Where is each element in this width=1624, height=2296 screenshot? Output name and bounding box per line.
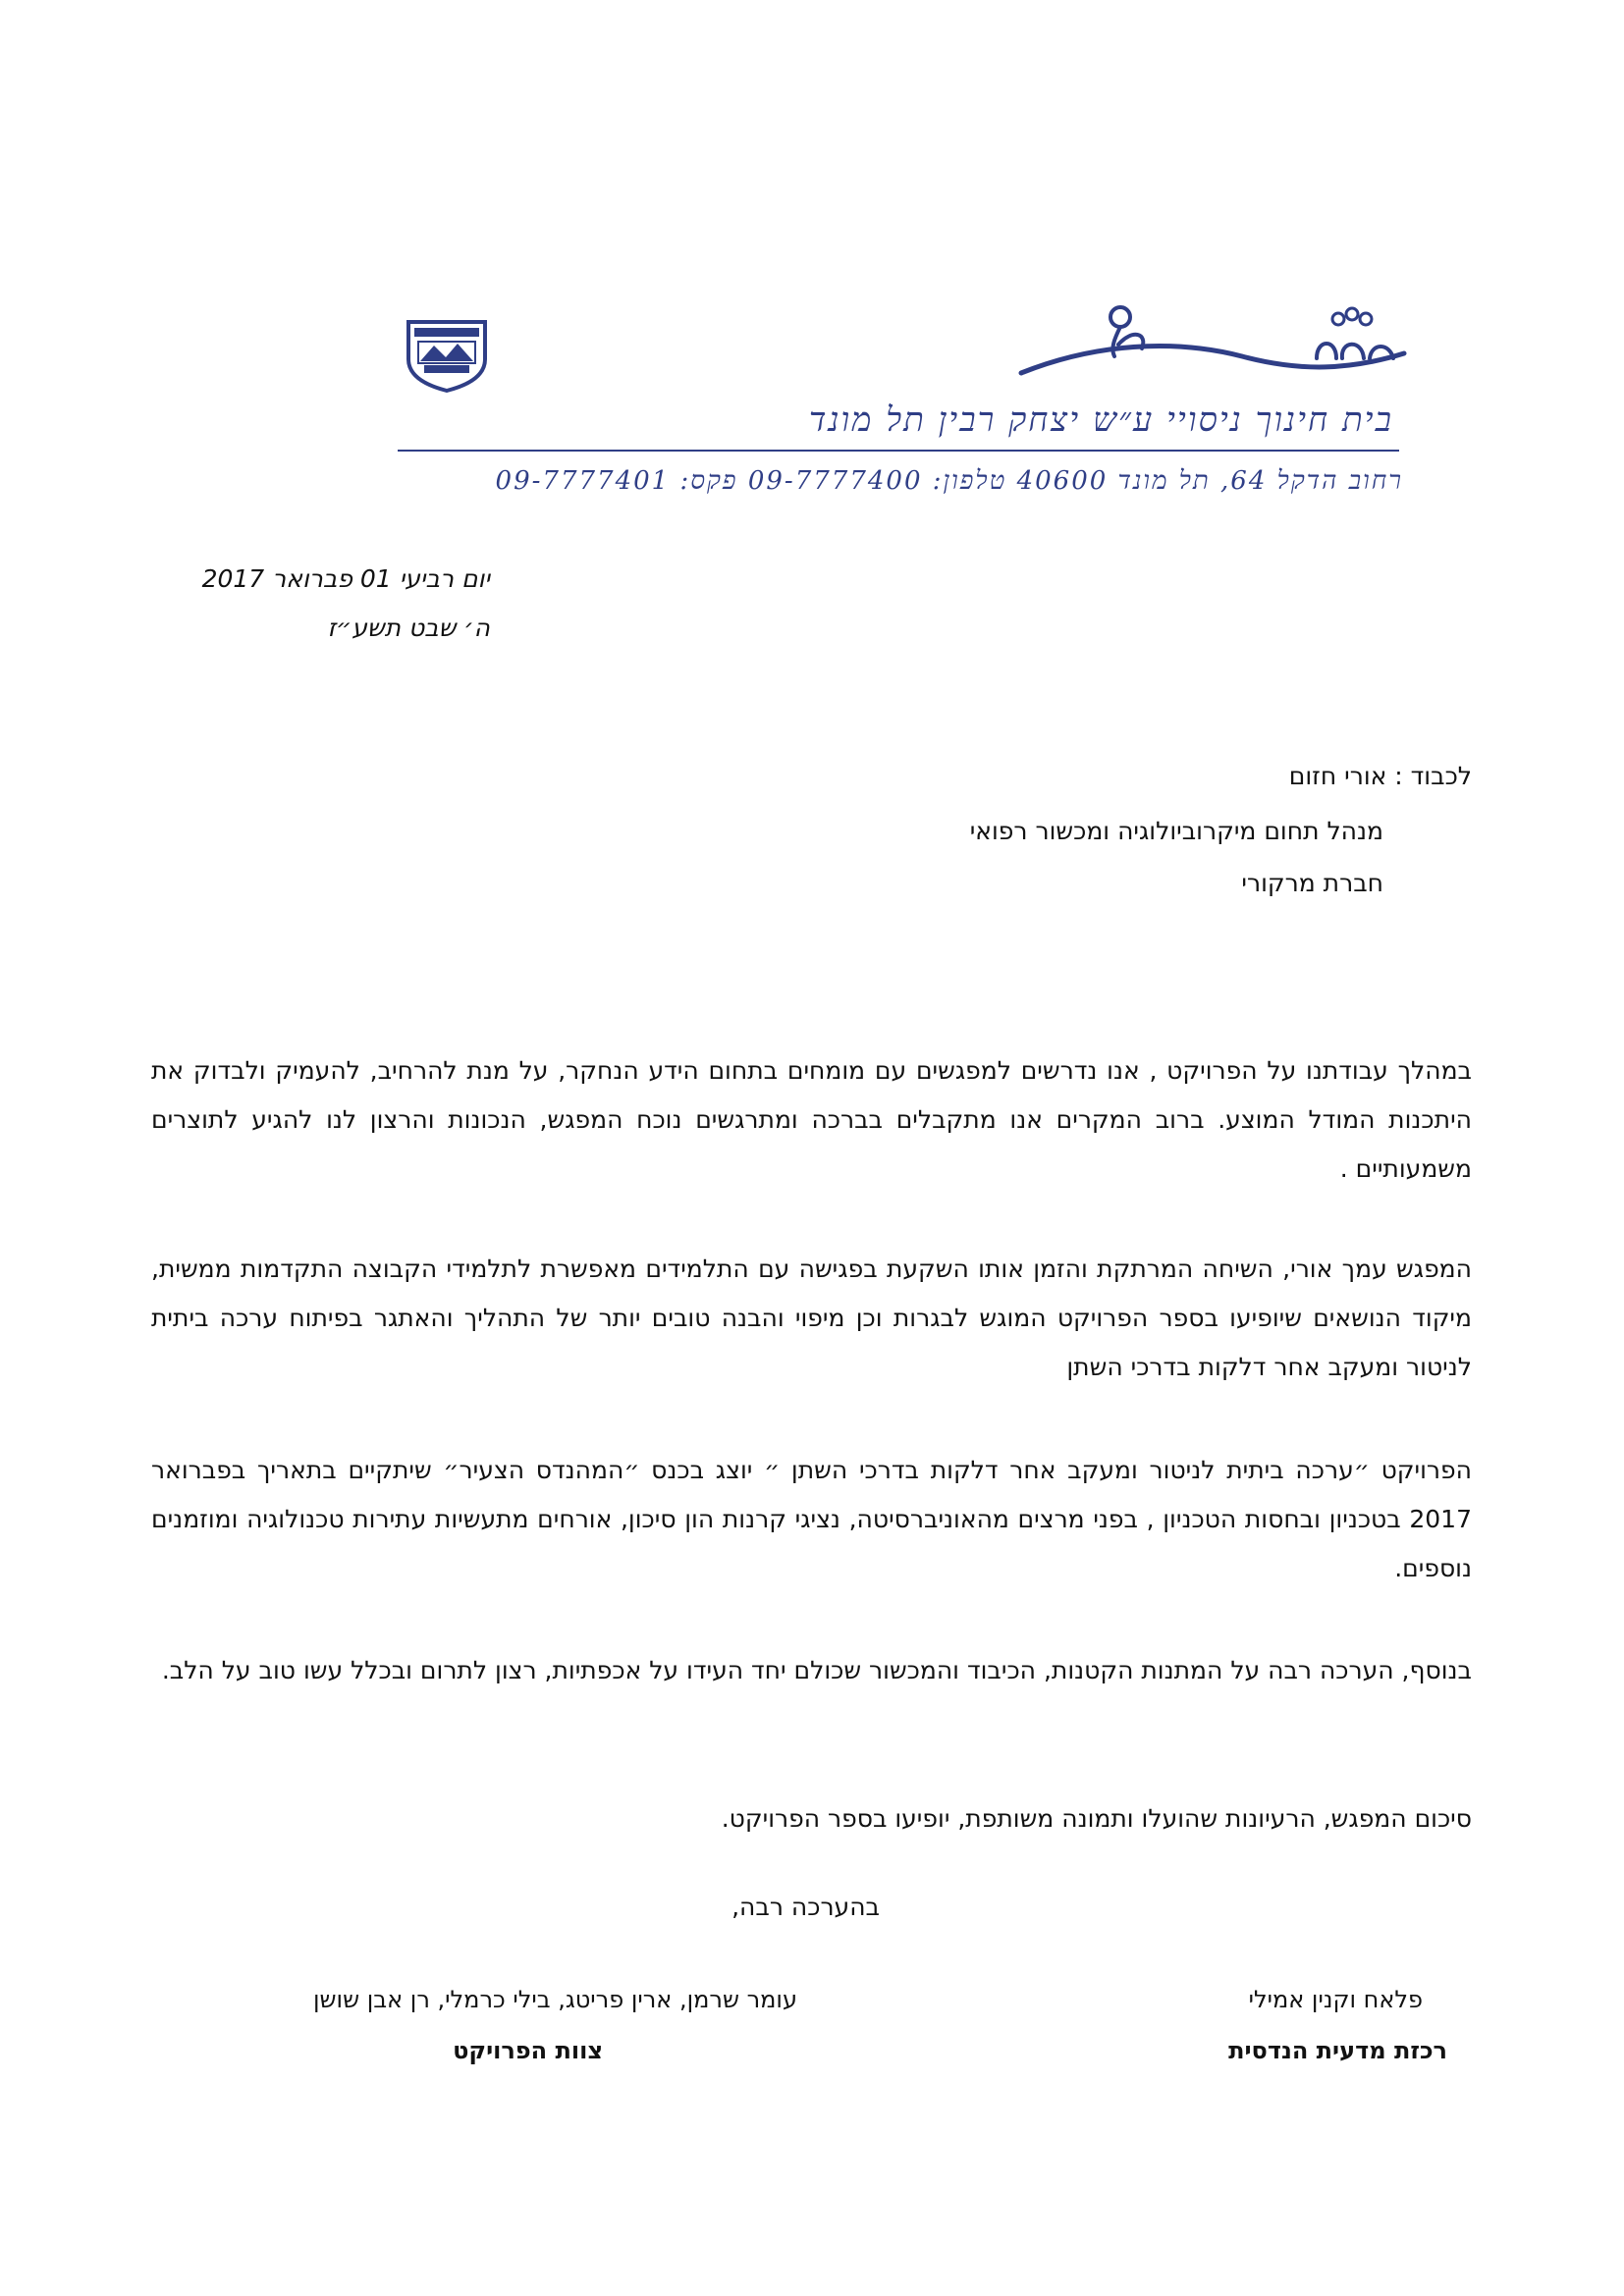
coordinator-role: רכזת מדעית הנדסית: [1228, 2037, 1447, 2064]
date-gregorian: יום רביעי 01 פברואר 2017: [201, 564, 490, 593]
body-paragraph: במהלך עבודתנו על הפרויקט , אנו נדרשים למפגשים עם מומחים בתחום הידע הנחקר, על מנת להרחיב, להעמיק ולבדוק את היתכנות המודל המוצע. ברוב המקרים אנו מתקבלים בברכה ומתרגשים נוכח המפגש, הנכונות והרצון לנו להגיע לתוצרים משמעותיים .: [151, 1056, 1472, 1183]
school-emblem-icon: [403, 316, 491, 393]
body-paragraph: הפרויקט ״ערכה ביתית לניטור ומעקב אחר דלקות בדרכי השתן ״ יוצג בכנס ״המהנדס הצעיר״ שיתקיים בתאריך בפברואר 2017 בטכניון ובחסות הטכניון , בפני מרצים מהאוניברסיטה, נציגי קרנות הון סיכון, אורחים מתעשיות עתירות טכנולוגיה ומוזמנים נוספים.: [151, 1456, 1472, 1582]
letterhead-divider: [398, 450, 1399, 452]
body-paragraph: בנוסף, הערכה רבה על המתנות הקטנות, הכיבוד והמכשור שכולם יחד העידו על אכפתיות, רצון לתרום ובכלל עשו טוב על הלב.: [161, 1656, 1472, 1684]
recipient-company: חברת מרקורי: [1241, 869, 1383, 897]
school-name: בית חינוך ניסויי ע״ש יצחק רבין תל מונד: [808, 400, 1393, 440]
team-names: עומר שרמן, ארין פריטג, בילי כרמלי, רן אבן שושן: [313, 1986, 797, 2013]
brand-swoosh-logo-icon: [1016, 299, 1409, 402]
recipient-title: מנהל תחום מיקרוביולוגיה ומכשור רפואי: [969, 817, 1383, 845]
closing-line: בהערכה רבה,: [731, 1893, 880, 1921]
team-role: צוות הפרויקט: [453, 2037, 603, 2064]
body-paragraph: סיכום המפגש, הרעיונות שהועלו ותמונה משותפת, יופיעו בספר הפרויקט.: [721, 1804, 1472, 1833]
body-paragraph: המפגש עמך אורי, השיחה המרתקת והזמן אותו השקעת בפגישה עם התלמידים מאפשרת לתלמידי הקבוצה התקדמות ממשית, מיקוד הנושאים שיופיעו בספר הפרויקט המוגש לבגרות וכן מיפוי והבנה טובים יותר של התהליך והאתגר בפיתוח ערכה ביתית לניטור ומעקב אחר דלקות בדרכי השתן: [151, 1255, 1472, 1381]
coordinator-name: פלאח וקנין אמילי: [1248, 1986, 1423, 2013]
recipient-line: לכבוד : אורי חזום: [1288, 762, 1472, 790]
date-hebrew: ה׳ שבט תשע״ז: [327, 614, 490, 642]
school-address: רחוב הדקל 64, תל מונד 40600 טלפון: 09-7777400 פקס: 09-7777401: [495, 466, 1403, 496]
